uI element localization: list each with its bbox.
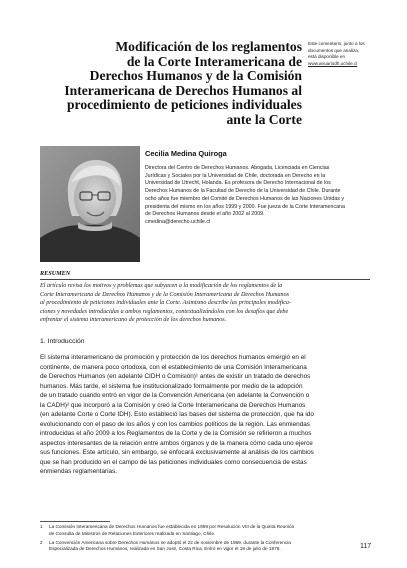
body-line: enmiendas reglamentarias. bbox=[40, 468, 118, 475]
title-line: ante la Corte bbox=[226, 111, 302, 127]
author-photo bbox=[40, 146, 140, 262]
bio-line: Jurídicas y Sociales por la Universidad de Chile, doctorada en Derecho en la bbox=[145, 172, 326, 179]
footnote-line: La Comisión Interamericana de Derechos Humanos fue establecida en 1959 por Resolución VIII de la Quinta Reunión bbox=[49, 524, 295, 529]
availability-note bbox=[308, 41, 370, 79]
footnote-divider bbox=[40, 521, 110, 522]
author-email-link[interactable]: cmedina@derecho.uchile.cl bbox=[145, 218, 211, 225]
body-line: que se han producido en el campo de las peticiones individuales como consecuencia de estas bbox=[40, 458, 307, 466]
summary-line: al procedimiento de peticiones individuales ante la Corte. Asimismo describe las principales modifica- bbox=[40, 300, 291, 307]
page-number: 117 bbox=[360, 543, 372, 550]
note-line: documentos que analiza, bbox=[308, 47, 360, 53]
body-line: humanos. Más tarde, el sistema fue institucionalizado formalmente por medio de la adopción bbox=[40, 382, 303, 390]
bio-line: de Derechos Humanos desde el año 2002 al 2009. bbox=[145, 211, 265, 218]
body-line: sus funciones. Este artículo, sin embargo, se enfocará exclusivamente al análisis de los cambios bbox=[40, 449, 314, 456]
body-line: la CADH)² que incorporó a la Comisión y creó la Corte Interamericana de Derechos Humanos bbox=[40, 401, 306, 409]
footnotes bbox=[40, 524, 376, 555]
section-heading: 1. Introducción bbox=[40, 338, 85, 345]
summary-line: El artículo revisa los motivos y problemas que subyacen a la modificación de los reglamentos de la bbox=[40, 283, 283, 289]
body-paragraph bbox=[40, 353, 376, 477]
note-line: está disponible en bbox=[308, 54, 346, 60]
footnote-number: 2 bbox=[40, 539, 43, 545]
title-line: de la Corte Interamericana de bbox=[126, 53, 302, 69]
footnote-2 bbox=[40, 540, 376, 553]
note-line: Este comentario, junto a los bbox=[308, 41, 365, 46]
footnote-number: 1 bbox=[40, 524, 43, 529]
body-line: introducidas el año 2009 a los Reglamentos de la Corte y de la Comisión se refirieron a muchos bbox=[40, 430, 312, 437]
website-link[interactable]: www.anuariodh.uchile.cl bbox=[308, 60, 358, 66]
bio-line: ocho años fue miembro del Comité de Derechos Humanos de las Naciones Unidas y bbox=[145, 195, 345, 202]
body-line: El sistema interamericano de promoción y protección de los derechos humanos emergió en el bbox=[40, 354, 306, 361]
body-line: de Derechos Humanos (en adelante CIDH o Comisión)¹ antes de existir un tratado de derechos bbox=[40, 373, 311, 380]
footnote-1 bbox=[40, 524, 376, 537]
summary-heading: RESUMEN bbox=[40, 270, 71, 277]
author-name: Cecilia Medina Quiroga bbox=[145, 149, 227, 158]
title-line: procedimiento de peticiones individuales bbox=[66, 97, 302, 113]
bio-line: presidenta del mismo en los años 1999 y 2000. Fue jueza de la Corte Interamericana bbox=[145, 203, 345, 210]
bio-line: Derechos Humanos de la Facultad de Derecho de la Universidad de Chile. Durante bbox=[145, 188, 341, 195]
summary-divider bbox=[40, 279, 370, 280]
body-line: aspectos interesantes de la relación entre ambos órganos y de la manera cómo cada uno ejerce bbox=[40, 439, 313, 447]
footnote-line: La Convención Americana sobre Derechos Humanos se adoptó el 22 de noviembre de 1969, durante la Conferencia bbox=[49, 539, 291, 545]
bio-line: Directora del Centro de Derechos Humanos. Abogada, Licenciada en Ciencias bbox=[145, 165, 330, 171]
article-title bbox=[40, 40, 302, 128]
body-line: continente, de manera poco ortodoxa, con el establecimiento de una Comisión Interamericana bbox=[40, 363, 307, 371]
body-line: de un tratado cuando entró en vigor de la Convención Americana (en adelante la Convención o bbox=[40, 392, 310, 399]
summary-line: ciones y novedades introducidas a ambos reglamentos, contextualizándolos con los desafíos que debe bbox=[40, 308, 289, 315]
summary-line: Corte Interamericana de Derechos Humanos y de la Comisión Interamericana de Derechos Humanos bbox=[40, 291, 290, 298]
author-portrait-image bbox=[40, 146, 140, 262]
footnote-line: Especializada de Derechos Humanos, realizada en San José, Costa Rica. Entró en vigor el 18 de julio de 1978. bbox=[49, 546, 281, 552]
author-bio bbox=[145, 165, 375, 227]
summary-line: enfrentar el sistema interamericano de protección de los derechos humanos. bbox=[40, 317, 227, 324]
body-line: evolucionando con el paso de los años y con los cambios políticos de la región. Las enmiendas bbox=[40, 420, 310, 428]
body-line: (en adelante Corte o Corte IDH). Esto estableció las bases del sistema de protección, que ha ido bbox=[40, 411, 314, 418]
bio-line: Universidad de Utrecht, Holanda. Es profesora de Derecho Internacional de los bbox=[145, 180, 331, 187]
footnote-line: de Consulta de Ministros de Relaciones Exteriores realizada en Santiago, Chile. bbox=[49, 530, 216, 536]
title-line: Modificación de los reglamentos bbox=[115, 39, 302, 54]
summary-text bbox=[40, 282, 372, 325]
title-line: Derechos Humanos y de la Comisión bbox=[89, 68, 302, 84]
title-line: Interamericana de Derechos Humanos al bbox=[64, 82, 302, 98]
